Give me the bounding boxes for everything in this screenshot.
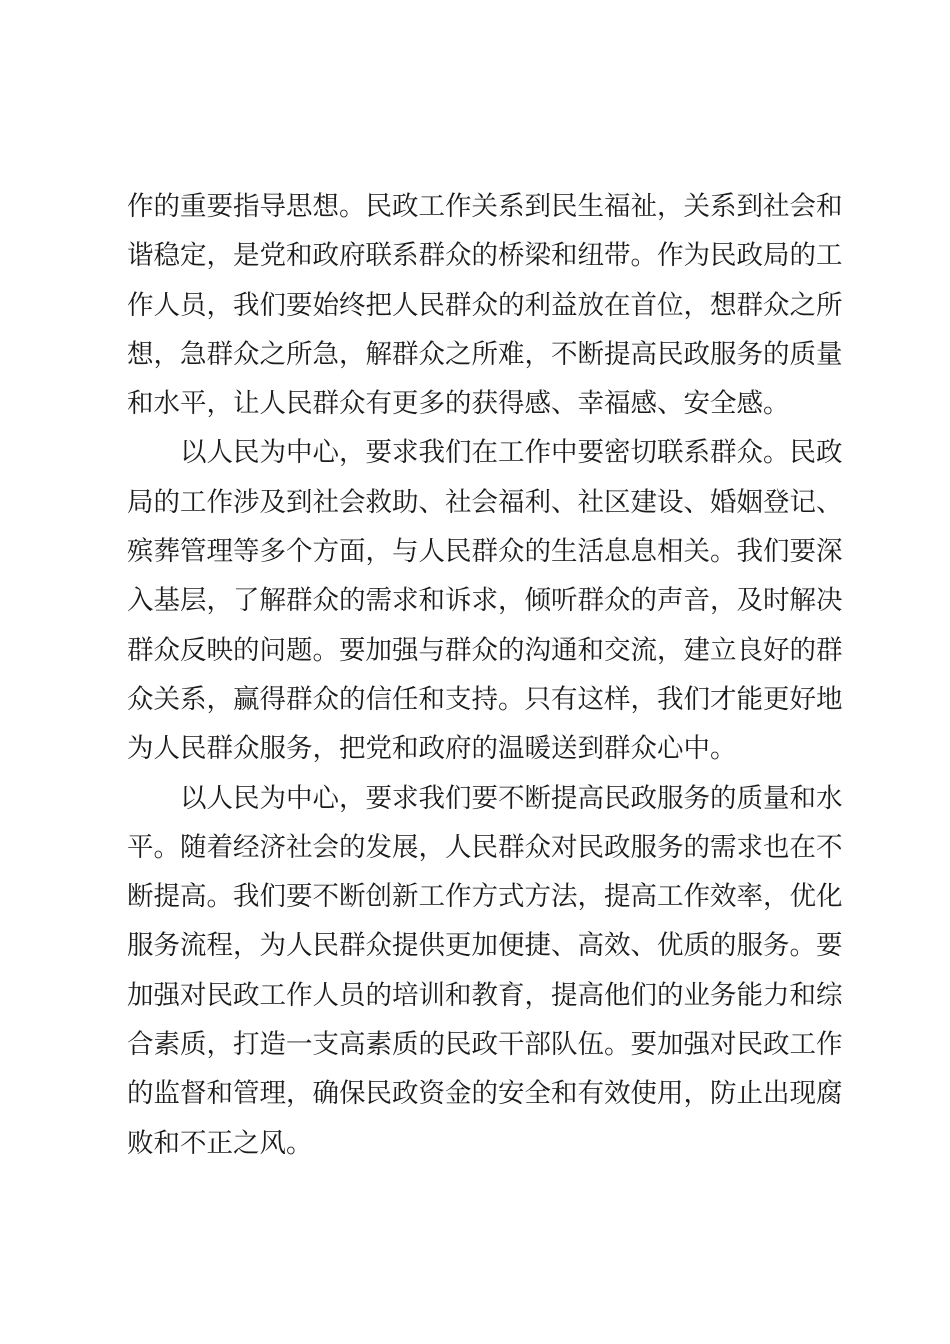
text-line: 作的重要指导思想。民政工作关系到民生福祉，关系到社会和 [127,191,843,222]
text-line: 想，急群众之所急，解群众之所难，不断提高民政服务的质量 [127,338,843,370]
text-line: 的监督和管理，确保民政资金的安全和有效使用，防止出现腐 [127,1078,843,1110]
text-line: 败和不正之风。 [127,1127,313,1159]
text-line: 众关系，赢得群众的信任和支持。只有这样，我们才能更好地 [127,683,843,715]
text-line: 合素质，打造一支高素质的民政干部队伍。要加强对民政工作 [127,1029,843,1061]
paragraph-1 [127,182,843,428]
text-line: 断提高。我们要不断创新工作方式方法，提高工作效率，优化 [127,881,843,913]
paragraph-3 [127,774,843,1168]
text-line: 加强对民政工作人员的培训和教育，提高他们的业务能力和综 [127,979,843,1011]
text-line: 服务流程，为人民群众提供更加便捷、高效、优质的服务。要 [127,930,843,962]
text-line: 谐稳定，是党和政府联系群众的桥梁和纽带。作为民政局的工 [127,240,843,272]
text-line: 入基层，了解群众的需求和诉求，倾听群众的声音，及时解决 [127,585,843,617]
text-line: 为人民群众服务，把党和政府的温暖送到群众心中。 [127,733,737,765]
text-line: 以人民为中心，要求我们要不断提高民政服务的质量和水 [180,782,843,814]
document-body [127,182,843,1168]
text-line: 和水平，让人民群众有更多的获得感、幸福感、安全感。 [127,388,790,420]
text-line: 以人民为中心，要求我们在工作中要密切联系群众。民政 [180,437,843,469]
text-line: 群众反映的问题。要加强与群众的沟通和交流，建立良好的群 [127,634,843,666]
paragraph-2 [127,428,843,773]
text-line: 殡葬管理等多个方面，与人民群众的生活息息相关。我们要深 [127,536,843,568]
text-line: 局的工作涉及到社会救助、社会福利、社区建设、婚姻登记、 [127,486,843,518]
text-line: 作人员，我们要始终把人民群众的利益放在首位，想群众之所 [127,289,843,321]
text-line: 平。随着经济社会的发展，人民群众对民政服务的需求也在不 [127,831,843,863]
